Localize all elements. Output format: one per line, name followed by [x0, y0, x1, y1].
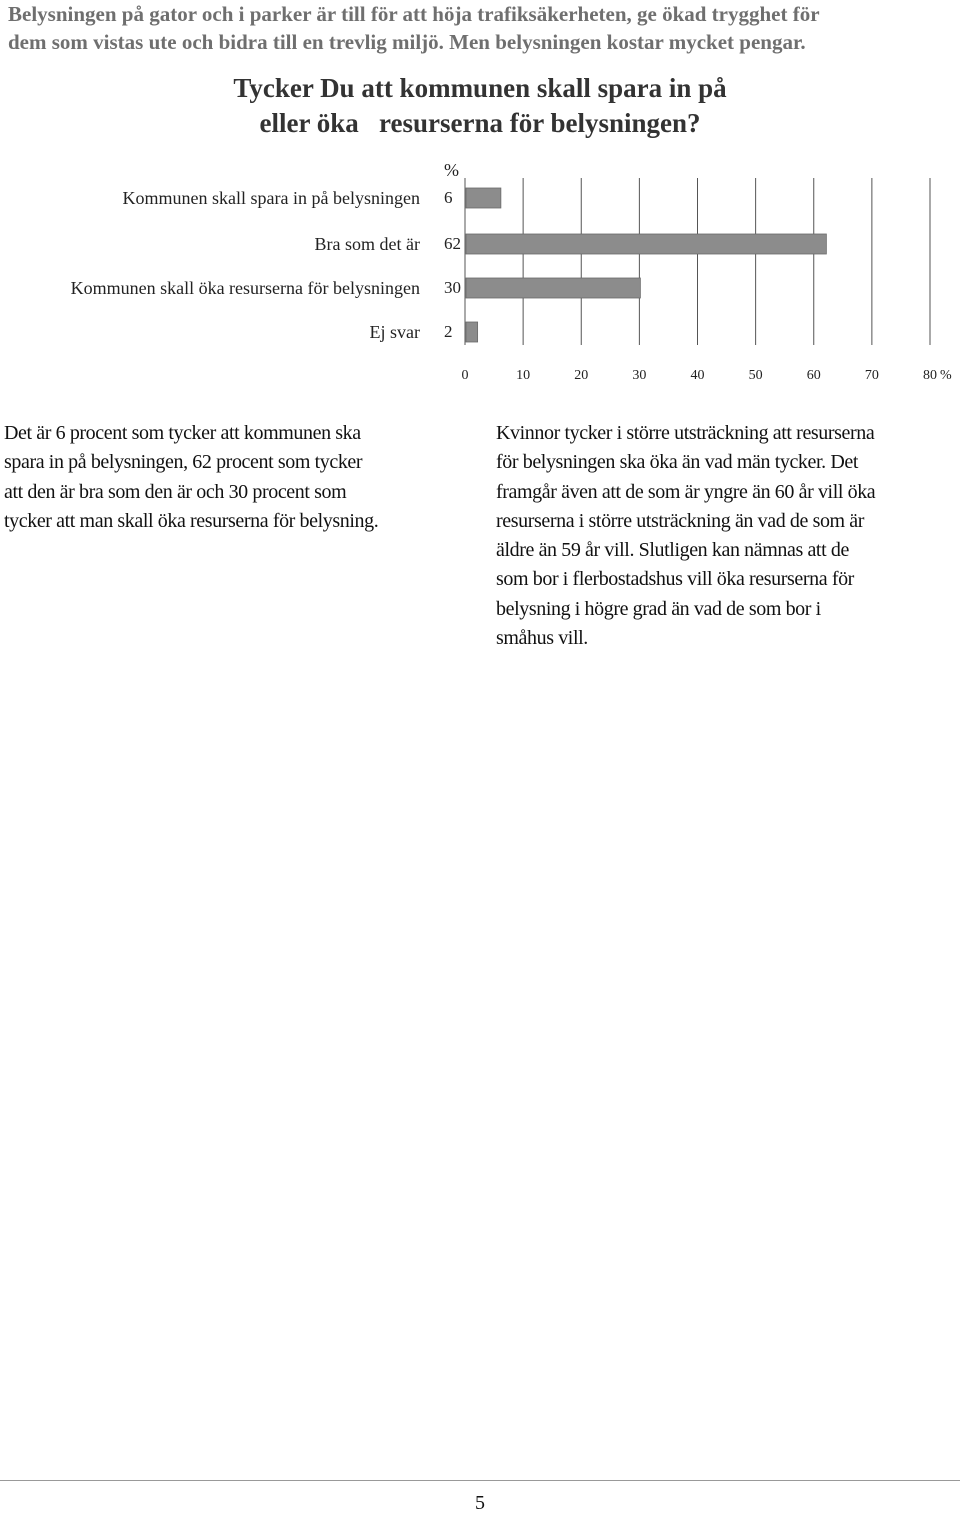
- value-label: 6: [444, 188, 453, 207]
- value-label: 2: [444, 322, 453, 341]
- value-column-header: %: [444, 160, 459, 180]
- bar-chart: [0, 150, 960, 395]
- footer-divider: [0, 1480, 960, 1481]
- paragraph-line: småhus vill.: [496, 627, 588, 650]
- bar: [466, 234, 826, 254]
- x-tick-label: 10: [516, 368, 531, 383]
- page-number: 5: [475, 1492, 485, 1514]
- summary-paragraph: [4, 419, 462, 536]
- analysis-paragraph: [496, 419, 958, 653]
- intro-text: [8, 0, 958, 56]
- value-label: 30: [444, 278, 461, 297]
- paragraph-line: spara in på belysningen, 62 procent som tycker: [4, 451, 363, 474]
- x-tick-label: 40: [690, 368, 705, 383]
- x-tick-label: 30: [632, 368, 647, 383]
- category-label: Ej svar: [369, 322, 420, 342]
- x-tick-label: 0: [461, 368, 469, 383]
- bar: [466, 278, 640, 298]
- paragraph-line: för belysningen ska öka än vad män tycker. Det: [496, 451, 859, 474]
- question-heading-line-2: eller öka resurserna för belysningen?: [259, 108, 701, 138]
- value-label: 62: [444, 234, 461, 253]
- intro-line: dem som vistas ute och bidra till en trevlig miljö. Men belysningen kostar mycket pengar.: [8, 30, 806, 54]
- paragraph-line: som bor i flerbostadshus vill öka resurserna för: [496, 568, 854, 591]
- x-tick-label: 70: [864, 368, 879, 383]
- x-tick-label: 80: [923, 368, 937, 383]
- paragraph-line: Det är 6 procent som tycker att kommunen ska: [4, 422, 361, 444]
- question-heading-line-1: Tycker Du att kommunen skall spara in på: [233, 73, 727, 103]
- category-label: Kommunen skall öka resurserna för belysningen: [70, 278, 420, 298]
- bar: [466, 322, 478, 342]
- paragraph-line: resurserna i större utsträckning än vad de som är: [496, 509, 865, 532]
- x-tick-label: 20: [574, 368, 589, 383]
- category-label: Bra som det är: [314, 234, 420, 254]
- x-tick-label: 50: [748, 368, 763, 383]
- paragraph-line: Kvinnor tycker i större utsträckning att resurserna: [496, 422, 875, 444]
- paragraph-line: att den är bra som den är och 30 procent som: [4, 480, 347, 503]
- category-label: Kommunen skall spara in på belysningen: [122, 188, 420, 208]
- paragraph-line: framgår även att de som är yngre än 60 år vill öka: [496, 480, 876, 503]
- paragraph-line: tycker att man skall öka resurserna för belysning.: [4, 509, 379, 532]
- paragraph-line: äldre än 59 år vill. Slutligen kan nämnas att de: [496, 539, 849, 562]
- x-axis-unit: %: [940, 368, 952, 383]
- bar: [466, 188, 501, 208]
- intro-line: Belysningen på gator och i parker är till för att höja trafiksäkerheten, ge ökad trygghet för: [8, 2, 820, 26]
- x-tick-label: 60: [806, 368, 821, 383]
- paragraph-line: belysning i högre grad än vad de som bor i: [496, 597, 821, 620]
